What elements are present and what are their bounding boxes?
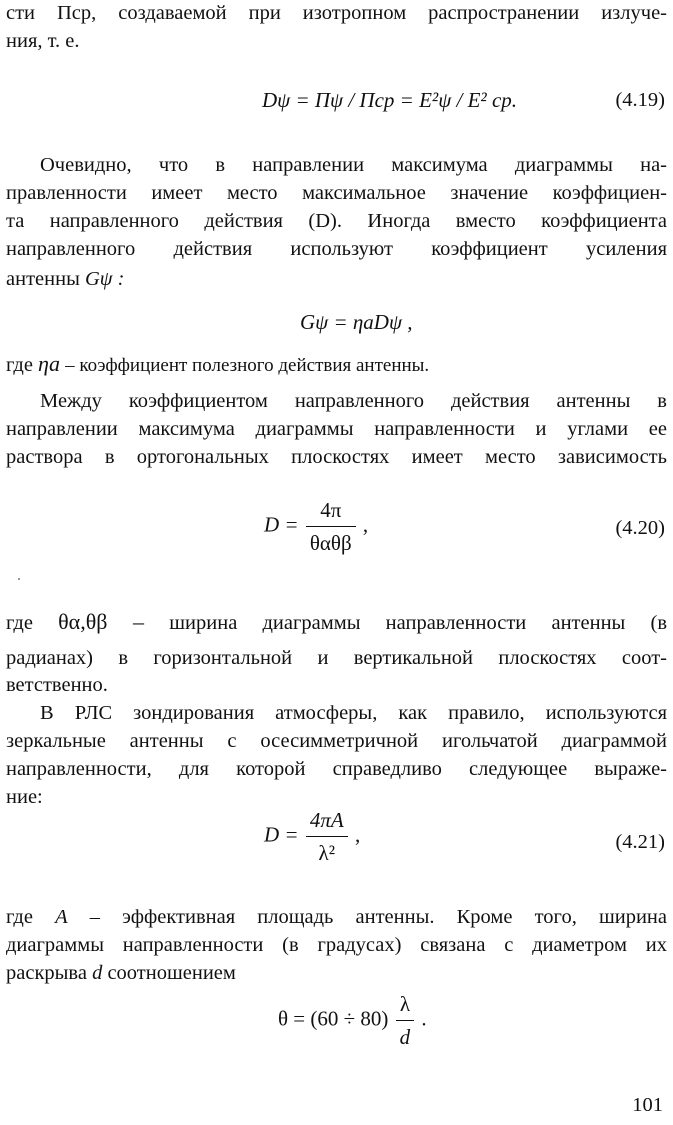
text-fragment: Между коэффициентом направленного действия антенны в (40, 390, 667, 412)
math-punctuation: , (354, 822, 361, 847)
text-fragment: где (6, 354, 33, 376)
text-line (6, 608, 667, 637)
scan-speck (18, 578, 20, 580)
text-fragment: Очевидно, что в направлении максимума диаграммы на- (40, 154, 667, 176)
text-fragment: сти Пср, создаваемой при изотропном распространении излуче- (6, 2, 667, 24)
text-line (6, 700, 667, 727)
math-punctuation: . (421, 1006, 427, 1031)
text-fragment: направленного действия используют коэффициент усиления (6, 238, 667, 260)
text-fragment: зеркальные антенны с осесимметричной игольчатой диаграммой (6, 730, 667, 752)
text-fragment: соотношением (107, 962, 236, 984)
text-line (6, 904, 667, 931)
text-fragment: ния, т. е. (6, 30, 80, 52)
text-fragment: антенны (6, 268, 80, 290)
text-fragment: ширина диаграммы направленности антенны (в (169, 612, 668, 634)
text-fragment: – коэффициент полезного действия антенны. (65, 355, 430, 376)
text-fragment: радианах) в горизонтальной и вертикальной плоскостях соот- (6, 647, 667, 669)
text-line (6, 728, 667, 755)
text-line (6, 236, 667, 263)
fraction-numerator: λ (396, 990, 415, 1021)
text-line (6, 0, 667, 27)
text-fragment: направленности, для которой справедливо следующее выраже- (6, 758, 667, 780)
text-line (6, 28, 667, 55)
text-line (6, 266, 667, 293)
equation-number: (4.19) (615, 89, 665, 111)
equation-number: (4.21) (615, 831, 665, 853)
fraction-numerator: 4πA (306, 806, 348, 837)
page-number: 101 (632, 1094, 663, 1116)
equation-4-20 (264, 496, 368, 557)
text-fragment: направлении максимума диаграммы направленности и углами ее (6, 418, 667, 440)
text-line (6, 350, 667, 379)
fraction (306, 496, 356, 557)
math-symbol: A (55, 906, 68, 928)
fraction (306, 806, 348, 867)
text-line (6, 388, 667, 415)
equation-4-21 (264, 806, 360, 867)
text-line (6, 208, 667, 235)
equation-4-19: Dψ = Пψ / Пср = E²ψ / E² ср. (262, 88, 518, 112)
math-lhs: D = (264, 822, 299, 847)
text-fragment: раствора в ортогональных плоскостях имеет место зависимость (6, 446, 667, 468)
text-line (6, 152, 667, 179)
equation-theta (278, 990, 427, 1051)
math-symbol: ηa (38, 351, 60, 376)
math-symbol: θα,θβ – (58, 609, 145, 634)
text-fragment: где (6, 612, 33, 634)
fraction-numerator: 4π (306, 496, 356, 527)
equation-number: (4.20) (615, 517, 665, 539)
text-fragment: та направленного действия (D). Иногда вместо коэффициента (6, 210, 667, 232)
text-line (6, 444, 667, 471)
text-line (6, 416, 667, 443)
text-fragment: В РЛС зондирования атмосферы, как правило, используются (40, 702, 667, 724)
text-line (6, 756, 667, 783)
fraction-denominator: d (399, 1025, 411, 1049)
text-fragment: диаграммы направленности (в градусах) связана с диаметром их (6, 934, 667, 956)
fraction-denominator: θαθβ (309, 531, 352, 555)
math-symbol: Gψ : (84, 268, 125, 290)
math-lhs: D = (264, 512, 299, 537)
text-fragment: – эффективная площадь антенны. Кроме того, ширина (89, 906, 668, 928)
equation-gain: Gψ = ηaDψ , (300, 310, 413, 334)
text-fragment: ветственно. (6, 674, 108, 696)
fraction (396, 990, 415, 1051)
text-line (6, 672, 667, 699)
math-symbol: d (92, 962, 103, 984)
text-fragment: ние: (6, 786, 43, 808)
text-fragment: правленности имеет место максимальное значение коэффициен- (6, 182, 667, 204)
text-line (6, 932, 667, 959)
math-lhs: θ = (60 ÷ 80) (278, 1006, 389, 1031)
math-punctuation: , (362, 512, 369, 537)
text-line (6, 960, 667, 987)
text-fragment: раскрыва (6, 962, 87, 984)
fraction-denominator: λ² (318, 841, 336, 865)
text-line (6, 645, 667, 672)
text-line (6, 180, 667, 207)
text-fragment: где (6, 906, 33, 928)
